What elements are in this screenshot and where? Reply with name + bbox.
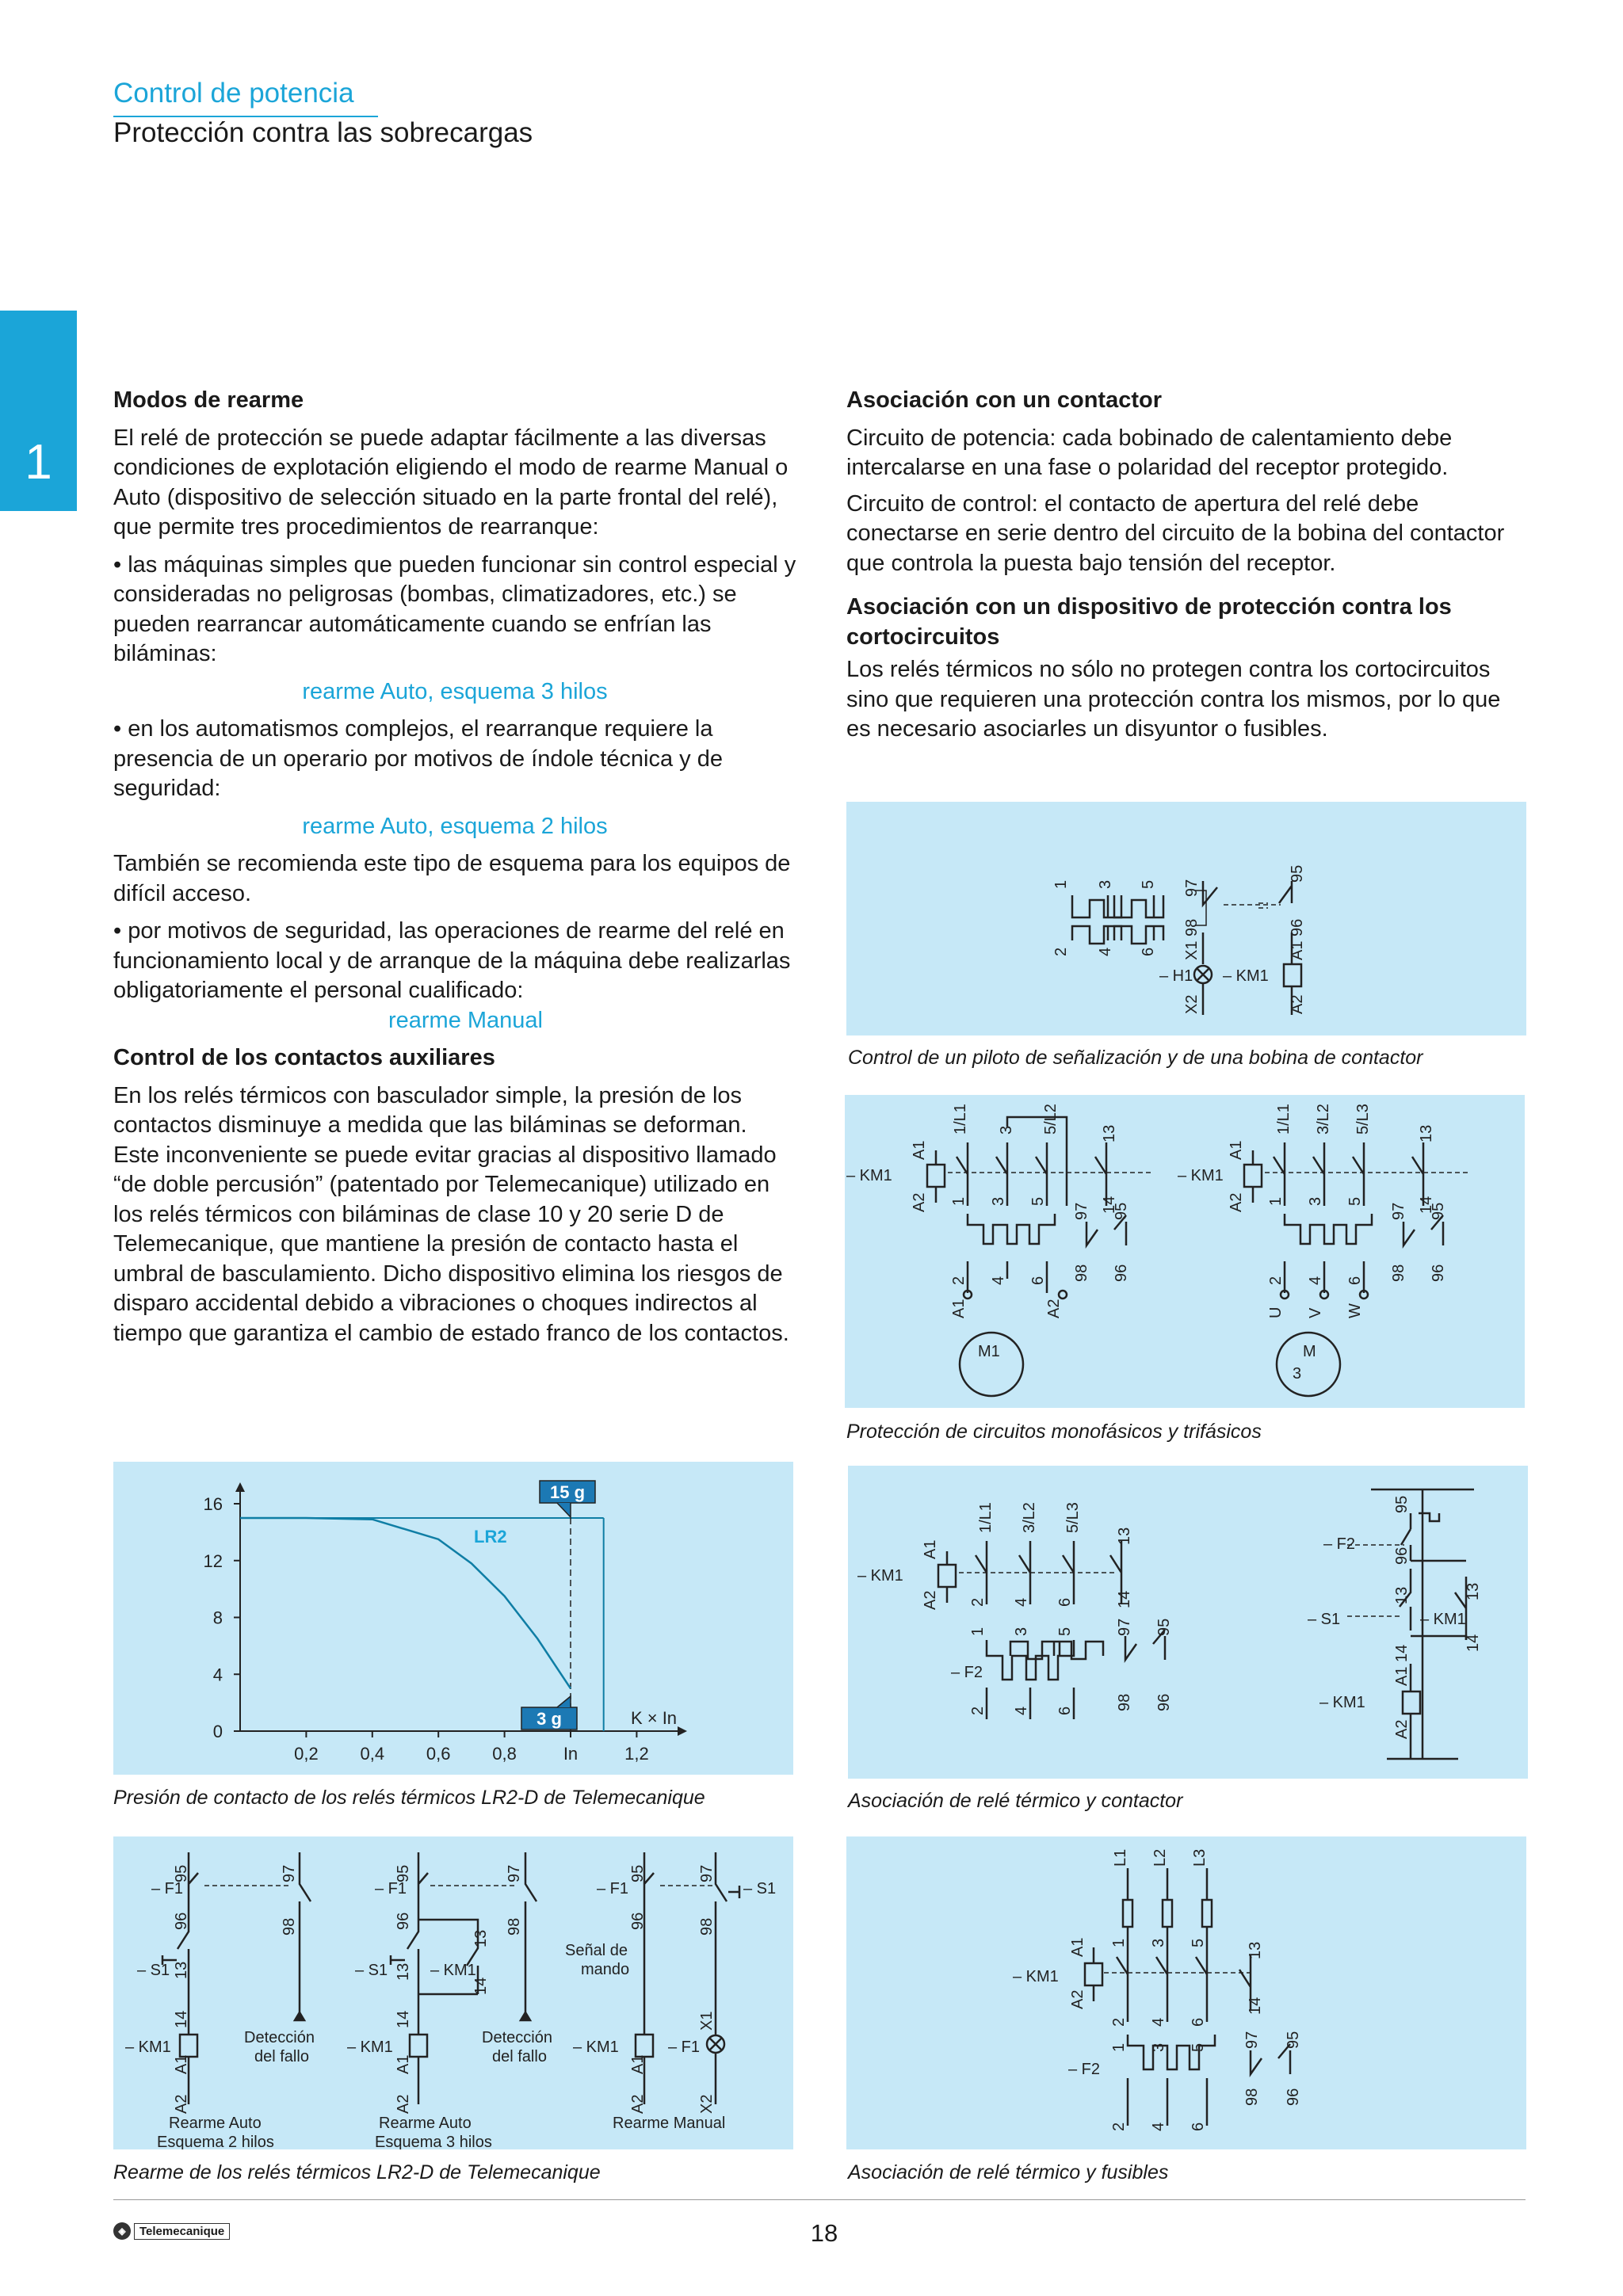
terminal-label: 14 — [1101, 1196, 1118, 1214]
terminal-label: 13 — [1393, 1586, 1411, 1604]
annotation: Detección — [482, 2029, 552, 2046]
terminal-label: 95 — [173, 1864, 190, 1882]
terminal-label: 14 — [173, 2010, 190, 2028]
terminal-label: 1 — [1052, 879, 1070, 889]
brand-name: Telemecanique — [134, 2223, 230, 2240]
terminal-label: 2 — [1110, 2122, 1128, 2131]
heading-asociacion-contactor: Asociación con un contactor — [846, 387, 1162, 413]
terminal-label: 95 — [1393, 1495, 1411, 1513]
terminal-label: 98 — [1073, 1264, 1090, 1282]
right-column — [846, 386, 1525, 753]
schematic-pilot-coil — [846, 802, 1526, 1035]
terminal-label: V — [1307, 1307, 1324, 1318]
terminal-label: 95 — [1430, 1202, 1447, 1220]
terminal-label: 96 — [395, 1912, 412, 1930]
highlight-label: rearme Auto, esquema 3 hilos — [302, 678, 608, 704]
terminal-label: X1 98 — [1183, 918, 1201, 960]
terminal-label: 1 — [1267, 1196, 1285, 1206]
device-label: – KM1 — [1319, 1694, 1365, 1711]
paragraph: En los relés térmicos con basculador simple, la presión de los contactos disminuye a medida que las biláminas se deforman. Este inconveniente se puede evitar gracias al dispositivo llamado “de doble percusión” (patentado por Telemecanique) utilizado en los relés térmicos con biláminas de clase 10 y 20 serie D de Telemecanique, que mantiene la presión de contacto hasta el umbral de basculamiento. Dicho dispositivo elimina los riesgos de disparo accidental debido a vibraciones o choques indirectos al tiempo que garantiza el cambio de estado franco de los contactos. — [113, 1082, 789, 1346]
terminal-label: A1 — [922, 1539, 939, 1559]
device-label: – F1 — [668, 2039, 701, 2056]
terminal-label: 3 — [1097, 879, 1114, 889]
terminal-label: L2 — [1151, 1848, 1169, 1867]
paragraph: El relé de protección se puede adaptar fácilmente a las diversas condiciones de explotación eligiendo el modo de rearme Manual o Auto (dispositivo de selección situado en la parte frontal del relé), que permite tres procedimientos de rearranque: — [113, 425, 789, 540]
terminal-label: 5 — [1190, 2042, 1207, 2052]
diagram-caption: Control de un piloto de señalización y de una bobina de contactor — [848, 1047, 1423, 1069]
terminal-label: 13 — [1101, 1124, 1118, 1142]
x-tick-label: 0,6 — [426, 1744, 451, 1764]
device-label: – KM1 — [573, 2039, 619, 2056]
terminal-label: 1 — [950, 1196, 968, 1206]
annotation: mando — [581, 1961, 630, 1978]
terminal-label: A2 — [629, 2094, 647, 2114]
annotation-label: 15 g — [549, 1482, 586, 1502]
device-label: – KM1 — [1420, 1611, 1466, 1628]
diagram-relay-contactor — [848, 1466, 1528, 1779]
diagram-caption: Asociación de relé térmico y fusibles — [848, 2161, 1169, 2183]
page-number: 18 — [810, 2219, 838, 2247]
terminal-label: 5 — [1140, 879, 1157, 889]
terminal-label: 3 — [1307, 1196, 1324, 1206]
terminal-label: 13 — [472, 1929, 490, 1947]
terminal-label: 4 — [1150, 2122, 1167, 2131]
terminal-label: A1 14 — [1393, 1644, 1411, 1686]
section-subtitle: Protección contra las sobrecargas — [113, 117, 533, 148]
device-label: – S1 — [137, 1962, 170, 1979]
terminal-label: 5 — [1056, 1627, 1074, 1636]
x-tick-label: 1,2 — [624, 1744, 649, 1764]
terminal-label: 98 — [698, 1917, 716, 1936]
terminal-label: 98 — [506, 1917, 523, 1936]
terminal-label: 13 — [395, 1962, 412, 1981]
annotation: del fallo — [254, 2048, 309, 2065]
terminal-label: A1 — [395, 2054, 412, 2074]
paragraph: También se recomienda este tipo de esquema para los equipos de difícil acceso. — [113, 851, 791, 906]
chart-caption: Presión de contacto de los relés térmicos LR2-D de Telemecanique — [113, 1787, 705, 1809]
terminal-label: A1 — [1228, 1140, 1245, 1160]
terminal-label: A2 — [1045, 1299, 1063, 1318]
schematic-title: Esquema 2 hilos — [157, 2134, 274, 2149]
terminal-label: 14 — [1247, 1997, 1264, 2015]
terminal-label: 1/L1 — [952, 1104, 969, 1135]
terminal-label: W — [1346, 1303, 1364, 1318]
terminal-label: A1 — [911, 1140, 928, 1160]
terminal-label: 97 — [698, 1864, 716, 1882]
device-label: – KM1 — [1223, 967, 1269, 985]
terminal-label: A2 — [1393, 1719, 1411, 1739]
terminal-label: 95 — [629, 1864, 647, 1882]
terminal-label: 6 — [1190, 2017, 1207, 2027]
motor-label: M1 — [978, 1343, 1000, 1360]
terminal-label: 5 — [1029, 1196, 1047, 1206]
y-axis-arrow — [235, 1482, 245, 1492]
terminal-label: 96 — [1393, 1547, 1411, 1565]
terminal-label: 97 — [1183, 879, 1201, 897]
terminal-label: 2 — [1110, 2017, 1128, 2027]
series-line-lr2 — [240, 1518, 571, 1688]
terminal-label: 14 — [472, 1977, 490, 1995]
device-label: – F1 — [597, 1880, 629, 1897]
terminal-label: X2 — [698, 2094, 716, 2114]
terminal-label: 2 — [969, 1597, 987, 1607]
annotation-label: 3 g — [537, 1709, 562, 1729]
terminal-label: 97 — [506, 1864, 523, 1882]
terminal-label: 98 — [281, 1917, 298, 1936]
y-tick-label: 12 — [203, 1550, 223, 1571]
terminal-label: 96 — [1113, 1264, 1130, 1282]
terminal-label: 6 — [1140, 947, 1157, 956]
left-column — [113, 386, 796, 1356]
series-label: LR2 — [474, 1527, 507, 1547]
terminal-label: U — [1267, 1306, 1285, 1318]
terminal-label: 3 — [990, 1196, 1007, 1206]
device-label: – F2 — [1068, 2061, 1101, 2078]
annotation-pointer — [557, 1696, 571, 1707]
terminal-label: 95 — [1113, 1202, 1130, 1220]
terminal-label: 5 — [1190, 1938, 1207, 1947]
device-label: – KM1 — [1178, 1167, 1224, 1184]
device-label: – F2 — [1323, 1535, 1356, 1553]
section-title: Control de potencia — [113, 78, 354, 109]
terminal-label: 96 — [629, 1912, 647, 1930]
footer-rule — [113, 2199, 1526, 2200]
annotation: Señal de — [565, 1942, 628, 1959]
terminal-label: 3 — [1013, 1627, 1030, 1636]
terminal-label: A2 — [1069, 1989, 1086, 2009]
terminal-label: A1 — [1069, 1937, 1086, 1957]
terminal-label: X2 — [1183, 994, 1201, 1014]
terminal-label: 1/L1 — [1275, 1104, 1293, 1135]
terminal-label: 3 — [1150, 2042, 1167, 2052]
terminal-label: A1 — [950, 1299, 968, 1318]
diagram-caption: Asociación de relé térmico y contactor — [848, 1790, 1183, 1812]
terminal-label: 1 — [1110, 2042, 1128, 2052]
terminal-label: 14 — [1418, 1196, 1435, 1214]
terminal-label: 13 — [173, 1961, 190, 1979]
contact-pressure-chart — [113, 1462, 793, 1775]
terminal-label: 96 — [173, 1912, 190, 1930]
schematic-title: Rearme Auto — [169, 2115, 262, 2132]
schematic-title: Rearme Auto — [379, 2115, 472, 2132]
schematic-relay-contactor — [848, 1466, 1528, 1779]
terminal-label: 6 — [1029, 1276, 1047, 1285]
heading-contactos-auxiliares: Control de los contactos auxiliares — [113, 1045, 495, 1070]
terminal-label: 98 — [1390, 1264, 1407, 1282]
brand-logo — [113, 2222, 230, 2240]
terminal-label: 97 — [1073, 1202, 1090, 1220]
terminal-label: 3/L2 — [1315, 1104, 1332, 1135]
device-label: – F1 — [151, 1880, 184, 1897]
terminal-label: 1 — [1110, 1938, 1128, 1947]
schematic-title: Rearme Manual — [613, 2115, 726, 2132]
terminal-label: 98 — [1243, 2088, 1261, 2106]
terminal-label: 5/L2 — [1042, 1104, 1060, 1135]
terminal-label: 4 — [1150, 2017, 1167, 2027]
schematic-title: Esquema 3 hilos — [375, 2134, 492, 2149]
terminal-label: 14 — [1465, 1634, 1482, 1652]
terminal-label: 2 — [969, 1706, 987, 1715]
terminal-label: 6 — [1056, 1706, 1074, 1715]
terminal-label: A1 — [629, 2054, 647, 2074]
device-label: – S1 — [1308, 1611, 1341, 1628]
terminal-label: 5 — [1346, 1196, 1364, 1206]
terminal-label: 96 — [1155, 1693, 1173, 1711]
motor-label: M — [1303, 1343, 1316, 1360]
terminal-label: A1 — [173, 2054, 190, 2074]
device-label: – H1 — [1159, 967, 1193, 985]
device-label: – KM1 — [125, 2039, 171, 2056]
terminal-label: 1/L1 — [977, 1502, 995, 1533]
annotation: Detección — [244, 2029, 315, 2046]
terminal-label: 2 — [1267, 1276, 1285, 1285]
schematic-rearme — [113, 1836, 793, 2149]
diagram-pilot-coil — [846, 802, 1526, 1035]
terminal-label: 5/L3 — [1354, 1104, 1372, 1135]
device-label: – KM1 — [846, 1167, 892, 1184]
paragraph: Circuito de potencia: cada bobinado de calentamiento debe intercalarse en una fase o polaridad del receptor protegido. — [846, 425, 1453, 480]
terminal-label: 3/L2 — [1021, 1502, 1038, 1533]
x-axis-label: K × In — [630, 1708, 678, 1728]
terminal-label: 5/L3 — [1064, 1502, 1082, 1533]
bullet: • por motivos de seguridad, las operaciones de rearme del relé en funcionamiento local y de arranque de la máquina debe realizarlas obligatoriamente el personal cualificado: — [113, 918, 791, 1003]
paragraph: Circuito de control: el contacto de apertura del relé debe conectarse en serie dentro del circuito de la bobina del contactor que controla la puesta bajo tensión del receptor. — [846, 490, 1505, 576]
terminal-label: 95 — [1289, 864, 1306, 883]
terminal-label: 4 — [1097, 947, 1114, 956]
terminal-label: 3 — [998, 1125, 1015, 1135]
terminal-label: 13 — [1418, 1124, 1435, 1142]
paragraph: Los relés térmicos no sólo no protegen contra los cortocircuitos sino que requieren una protección contra los mismos, por lo que es necesario asociarles un disyuntor o fusibles. — [846, 657, 1501, 742]
device-label: – KM1 — [1013, 1968, 1059, 1985]
terminal-label: 4 — [990, 1276, 1007, 1285]
terminal-label: L3 — [1191, 1848, 1209, 1867]
terminal-label: 13 — [1247, 1941, 1264, 1959]
bullet: • en los automatismos complejos, el rearranque requiere la presencia de un operario por motivos de índole técnica y de seguridad: — [113, 716, 723, 801]
bullet: • las máquinas simples que pueden funcionar sin control especial y consideradas no peligrosas (bombas, climatizadores, etc.) se pueden rearrancar automáticamente cuando se enfrían las biláminas: — [113, 551, 796, 666]
terminal-label: 97 — [1243, 2031, 1261, 2049]
terminal-label: A2 — [922, 1590, 939, 1610]
diagram-caption: Protección de circuitos monofásicos y trifásicos — [846, 1421, 1262, 1443]
x-tick-label: In — [563, 1744, 579, 1764]
heading-cortocircuitos: Asociación con un dispositivo de protección contra los cortocircuitos — [846, 594, 1452, 650]
diagram-mono-tri — [845, 1095, 1525, 1408]
y-tick-label: 4 — [212, 1665, 223, 1685]
terminal-label: 4 — [1307, 1276, 1324, 1285]
terminal-label: A2 — [911, 1192, 928, 1212]
diagram-relay-fuses — [846, 1836, 1526, 2149]
x-tick-label: 0,4 — [360, 1744, 385, 1764]
heading-modos-rearme: Modos de rearme — [113, 387, 304, 413]
terminal-label: 3 — [1150, 1938, 1167, 1947]
terminal-label: X1 — [698, 2011, 716, 2031]
device-label: – F2 — [951, 1664, 983, 1681]
highlight-label: rearme Auto, esquema 2 hilos — [302, 813, 608, 839]
terminal-label: A2 — [1289, 994, 1306, 1014]
terminal-label: 95 — [1155, 1618, 1173, 1636]
terminal-label: 97 — [281, 1864, 298, 1882]
device-label: – S1 — [355, 1962, 388, 1979]
x-axis-arrow — [678, 1726, 687, 1736]
terminal-label: 4 — [1013, 1597, 1030, 1607]
schematic-mono-tri — [845, 1095, 1525, 1408]
terminal-label: A1 96 — [1289, 918, 1306, 960]
terminal-label: 1 — [969, 1627, 987, 1636]
terminal-label: L1 — [1112, 1848, 1129, 1867]
device-label: – KM1 — [347, 2039, 393, 2056]
terminal-label: A2 — [1228, 1192, 1245, 1212]
terminal-label: A2 — [395, 2094, 412, 2114]
y-tick-label: 16 — [203, 1494, 223, 1514]
terminal-label: 6 — [1190, 2122, 1207, 2131]
brand-mark-icon: ◈ — [113, 2222, 131, 2240]
terminal-label: 13 — [1465, 1582, 1482, 1600]
terminal-label: 14 — [1116, 1590, 1133, 1608]
highlight-label: rearme Manual — [388, 1007, 543, 1033]
terminal-label: A2 — [173, 2094, 190, 2114]
device-label: – F1 — [375, 1880, 407, 1897]
terminal-label: 4 — [1013, 1706, 1030, 1715]
y-tick-label: 8 — [212, 1608, 223, 1628]
terminal-label: 2 — [1052, 947, 1070, 956]
diagram-rearme — [113, 1836, 793, 2149]
terminal-label: 6 — [1056, 1597, 1074, 1607]
terminal-label: 97 — [1390, 1202, 1407, 1220]
annotation-pointer — [557, 1503, 571, 1517]
device-label: – S1 — [743, 1880, 777, 1897]
terminal-label: 95 — [1285, 2031, 1302, 2049]
device-label: – KM1 — [430, 1962, 476, 1979]
annotation: del fallo — [492, 2048, 547, 2065]
terminal-label: 98 — [1116, 1693, 1133, 1711]
motor-label: 3 — [1293, 1365, 1302, 1383]
chapter-number: 1 — [25, 435, 52, 490]
schematic-relay-fuses — [846, 1836, 1526, 2149]
terminal-label: 13 — [1116, 1527, 1133, 1545]
terminal-label: 96 — [1430, 1264, 1447, 1282]
x-tick-label: 0,2 — [294, 1744, 319, 1764]
terminal-label: 96 — [1285, 2088, 1302, 2106]
terminal-label: 97 — [1116, 1618, 1133, 1636]
chart-panel — [113, 1462, 793, 1775]
terminal-label: 14 — [395, 2010, 412, 2028]
terminal-label: 2 — [950, 1276, 968, 1285]
device-label: – KM1 — [857, 1567, 903, 1585]
x-tick-label: 0,8 — [492, 1744, 517, 1764]
y-tick-label: 0 — [212, 1722, 223, 1741]
terminal-label: 6 — [1346, 1276, 1364, 1285]
diagram-caption: Rearme de los relés térmicos LR2-D de Telemecanique — [113, 2161, 601, 2183]
terminal-label: 95 — [395, 1864, 412, 1882]
